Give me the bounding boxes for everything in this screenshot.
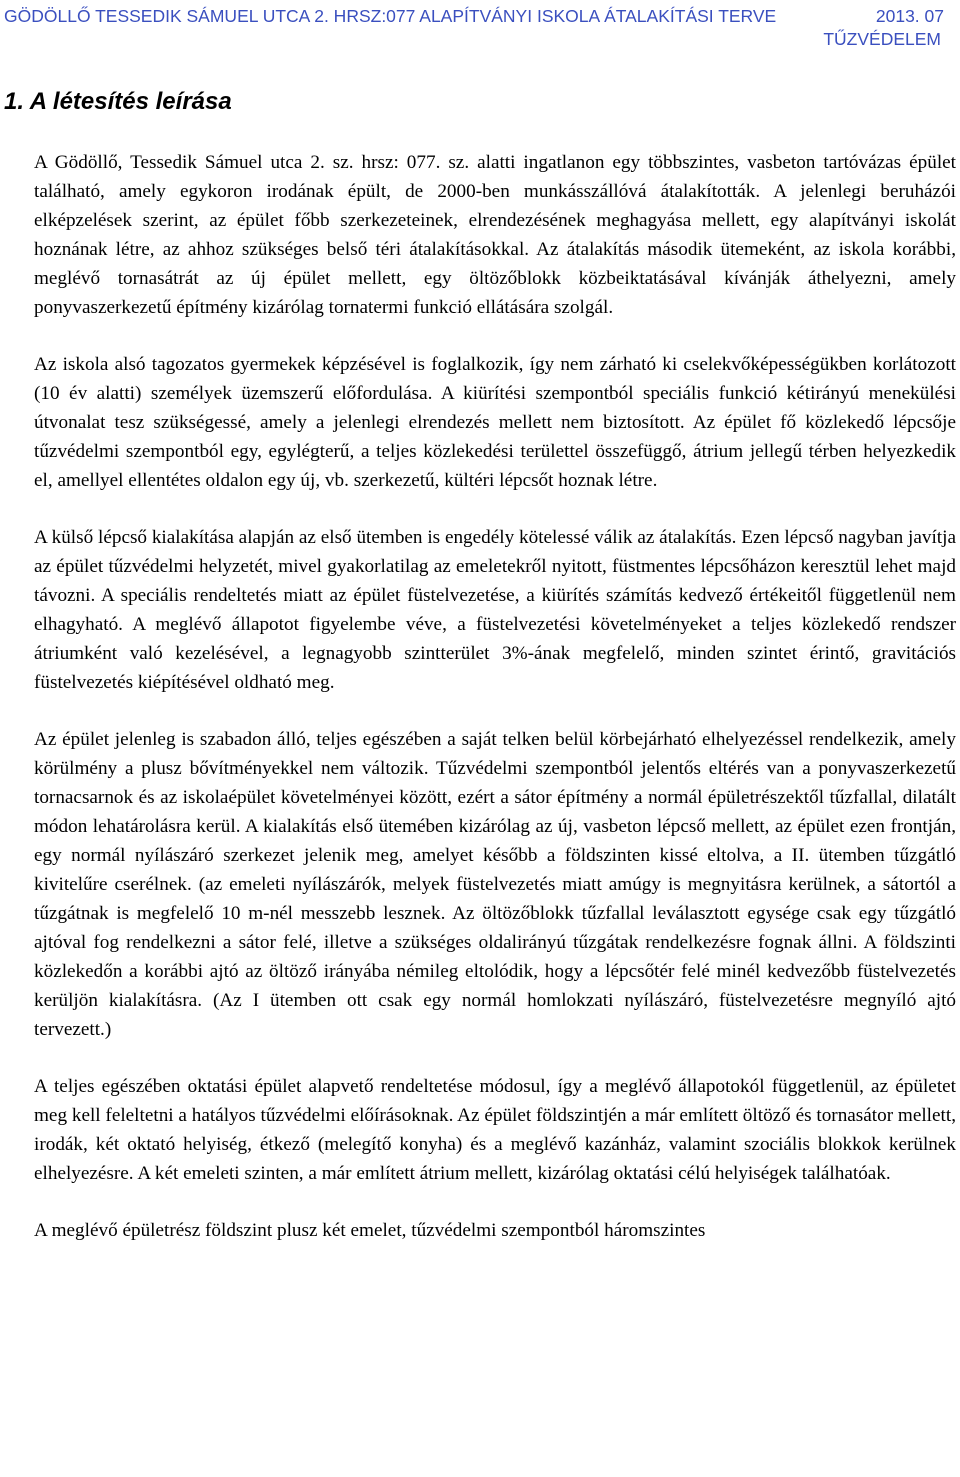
paragraph-6: A meglévő épületrész földszint plusz két emelet, tűzvédelmi szempontból háromszintes	[34, 1220, 706, 1241]
paragraph-3: A külső lépcső kialakítása alapján az első ütemben is engedély kötelessé válik az átalakítás. Ezen lépcső nagyban javítja az épület tűzvédelmi helyzetét, mivel gyakorlatilag az emeletekről nyitott, füstmentes lépcsőházon keresztül lehet majd távozni. A speciális rendeltetés miatt az épület füstelvezetése, a kiürítés számítás kedvező értékeitől függetlenül nem elhagyható. A meglévő állapotot figyelembe véve, a füstelvezetési követelményeket a teljes közlekedő rendszer átriumként való kezelésével, a legnagyobb szintterület 3%-ának megfelelő, minden szintet érintő, gravitációs füstelvezetés kiépítésével oldható meg.	[34, 527, 956, 693]
paragraph-4: Az épület jelenleg is szabadon álló, teljes egészében a saját telken belül körbejárható elhelyezéssel rendelkezik, amely körülmény a plusz bővítményekkel nem változik. Tűzvédelmi szempontból jelentős eltérés van a ponyvaszerkezetű tornacsarnok és az iskolaépület követelményei között, ezért a sátor építmény a normál épületrészektől tűzfallal, dilatált módon lehatárolásra kerül. A kialakítás első ütemében kizárólag az új, vasbeton lépcső mellett, az épület ezen frontján, egy normál nyílászáró szerkezet jelenik meg, amelyet később a földszinten kissé eltolva, a II. ütemben tűzgátló kivitelűre cserélnek. (az emeleti nyílászárók, melyek füstelvezetés miatt amúgy is megnyitásra kerülnek, a sátortól a tűzgátnak is megfelelő 10 m-nél messzebb lesznek. Az öltözőblokk tűzfallal leválasztott egysége csak egy tűzgátló ajtóval fog rendelkezni a sátor felé, illetve a szükséges oldalirányú tűzgátak rendelkezésre fognak állni. A földszinti közlekedőn a korábbi ajtó az öltöző irányába némileg eltolódik, hogy a lépcsőtér felé minél kedvezőbb füstelvezetés kerüljön kialakításra. (Az I ütemben ott csak egy normál homlokzati nyílászáró, füstelvezetésre megnyíló ajtó tervezett.)	[34, 729, 956, 1040]
header-subtitle: TŰZVÉDELEM	[823, 29, 941, 49]
page-header	[0, 0, 960, 52]
header-line	[4, 6, 944, 27]
section-title: 1. A létesítés leírása	[4, 88, 232, 115]
paragraph-1: A Gödöllő, Tessedik Sámuel utca 2. sz. hrsz: 077. sz. alatti ingatlanon egy többszintes, vasbeton tartóvázas épület található, amely egykoron irodának épült, de 2000-ben munkásszállóvá átalakították. A jelenlegi beruházói elképzelések szerint, az épület főbb szerkezeteinek, elrendezésének meghagyása mellett, egy alapítványi iskolát hoznának létre, az ahhoz szükséges belső téri átalakításokkal. Az átalakítás második ütemeként, az iskola korábbi, meglévő tornasátrát az új épület mellett, egy öltözőblokk közbeiktatásával kívánják áthelyezni, amely ponyvaszerkezetű építmény kizárólag tornatermi funkció ellátására szolgál.	[34, 152, 956, 318]
header-title: GÖDÖLLŐ TESSEDIK SÁMUEL UTCA 2. HRSZ:077 ALAPÍTVÁNYI ISKOLA ÁTALAKÍTÁSI TERVE	[4, 6, 777, 26]
paragraph-5: A teljes egészében oktatási épület alapvető rendeltetése módosul, így a meglévő állapotokól függetlenül, az épületet meg kell feleltetni a hatályos tűzvédelmi előírásoknak. Az épület földszintjén a már említett öltöző és tornasátor mellett, irodák, két oktató helyiség, étkező (melegítő konyha) és a meglévő kazánház, valamint szociális blokkok kerülnek elhelyezésre. A két emeleti szinten, a már említett átrium mellett, kizárólag oktatási célú helyiségek találhatóak.	[34, 1076, 956, 1184]
header-date: 2013. 07	[875, 6, 944, 26]
document-body	[34, 148, 956, 1273]
paragraph-2: Az iskola alsó tagozatos gyermekek képzésével is foglalkozik, így nem zárható ki cselekvőképességükben korlátozott (10 év alatti) személyek üzemszerű előfordulása. A kiürítési szempontból speciális funkció kétirányú menekülési útvonalat tesz szükségessé, amely a jelenlegi elrendezés mellett nem biztosított. Az épület fő közlekedő lépcsője tűzvédelmi szempontból egy, egylégterű, a teljes közlekedési területtel összefüggő, átrium jellegű térben helyezkedik el, amellyel ellentétes oldalon egy új, vb. szerkezetű, kültéri lépcsőt hoznak létre.	[34, 354, 956, 491]
